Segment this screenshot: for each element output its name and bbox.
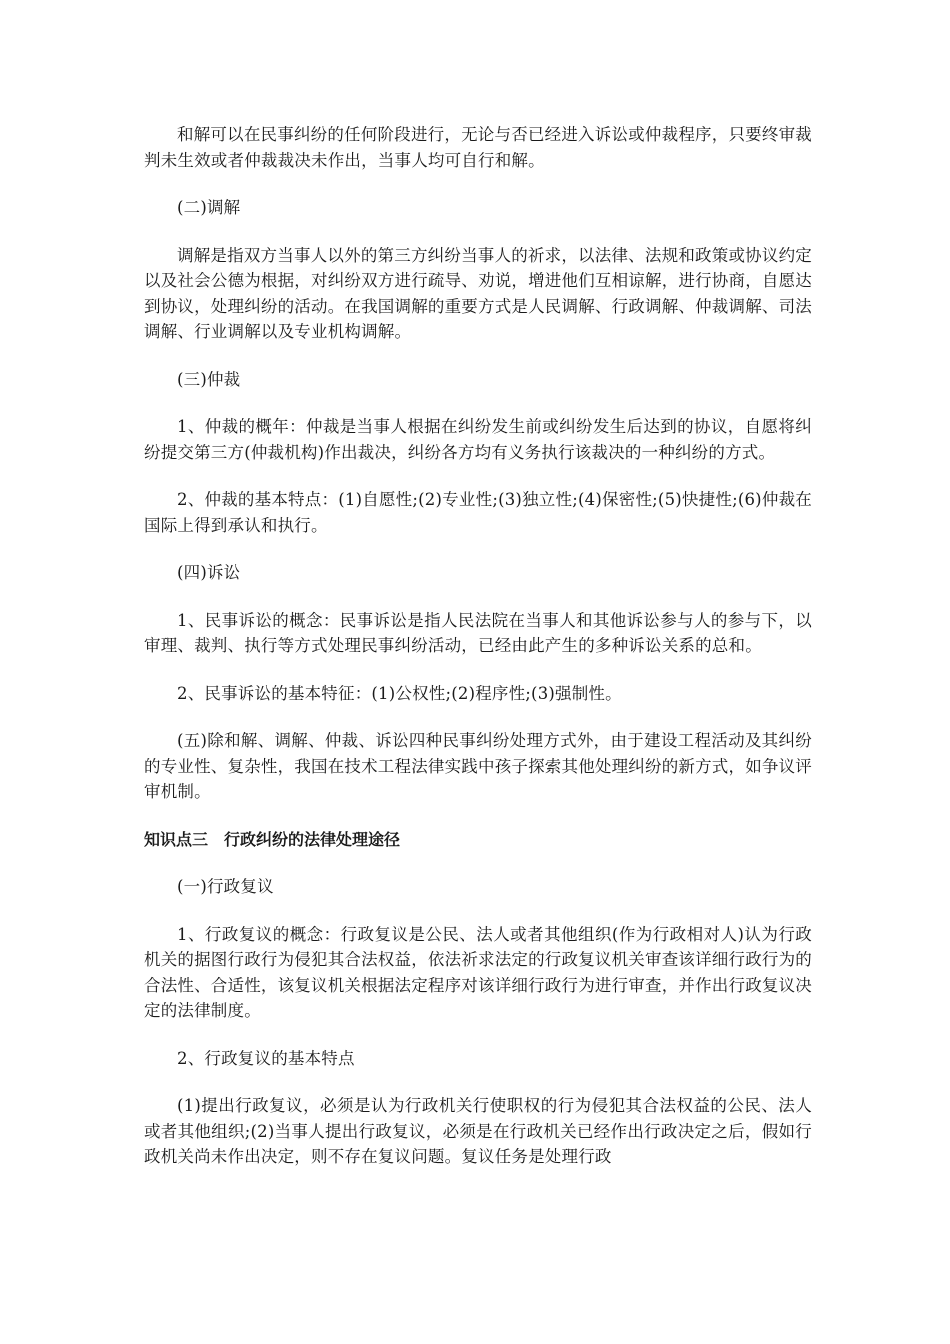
subheading-arbitration: (三)仲裁 (177, 369, 241, 389)
paragraph-settlement: 和解可以在民事纠纷的任何阶段进行，无论与否已经进入诉讼或仲裁程序，只要终审裁判未生效或者仲裁裁决未作出，当事人均可自行和解。 (144, 125, 812, 170)
paragraph-arbitration-concept: 1、仲裁的概年：仲裁是当事人根据在纠纷发生前或纠纷发生后达到的协议，自愿将纠纷提交第三方(仲裁机构)作出裁决，纠纷各方均有义务执行该裁决的一种纠纷的方式。 (144, 417, 812, 462)
paragraph-review-features: (1)提出行政复议，必须是认为行政机关行使职权的行为侵犯其合法权益的公民、法人或者其他组织;(2)当事人提出行政复议，必须是在行政机关已经作出行政决定之后，假如行政机关尚未作出决定，则不存在复议问题。复议任务是处理行政 (144, 1096, 812, 1166)
subheading-administrative-review: (一)行政复议 (177, 877, 274, 896)
paragraph-mediation: 调解是指双方当事人以外的第三方纠纷当事人的祈求，以法律、法规和政策或协议约定以及社会公德为根据，对纠纷双方进行疏导、劝说，增进他们互相谅解，进行协商，自愿达到协议，处理纠纷的活动。在我国调解的重要方式是人民调解、行政调解、仲裁调解、司法调解、行业调解以及专业机构调解。 (144, 245, 812, 341)
paragraph-review-concept: 1、行政复议的概念：行政复议是公民、法人或者其他组织(作为行政相对人)认为行政机关的据图行政行为侵犯其合法权益，依法祈求法定的行政复议机关审查该详细行政行为的合法性、合适性，该复议机关根据法定程序对该详细行政行为进行审查，并作出行政复议决定的法律制度。 (144, 924, 812, 1020)
section-heading: 知识点三 行政纠纷的法律处理途径 (144, 829, 401, 849)
paragraph-litigation-features: 2、民事诉讼的基本特征：(1)公权性;(2)程序性;(3)强制性。 (177, 683, 622, 703)
subheading-mediation: (二)调解 (177, 198, 241, 217)
subheading-review-features: 2、行政复议的基本特点 (177, 1048, 355, 1068)
subheading-litigation: (四)诉讼 (177, 563, 241, 582)
paragraph-arbitration-features: 2、仲裁的基本特点：(1)自愿性;(2)专业性;(3)独立性;(4)保密性;(5)快捷性;(6)仲裁在国际上得到承认和执行。 (144, 490, 812, 535)
paragraph-litigation-concept: 1、民事诉讼的概念：民事诉讼是指人民法院在当事人和其他诉讼参与人的参与下，以审理、裁判、执行等方式处理民事纠纷活动，已经由此产生的多种诉讼关系的总和。 (144, 610, 812, 655)
paragraph-other-methods: (五)除和解、调解、仲裁、诉讼四种民事纠纷处理方式外，由于建设工程活动及其纠纷的专业性、复杂性，我国在技术工程法律实践中孩子探索其他处理纠纷的新方式，如争议评审机制。 (144, 731, 812, 801)
document-page (144, 122, 812, 1192)
